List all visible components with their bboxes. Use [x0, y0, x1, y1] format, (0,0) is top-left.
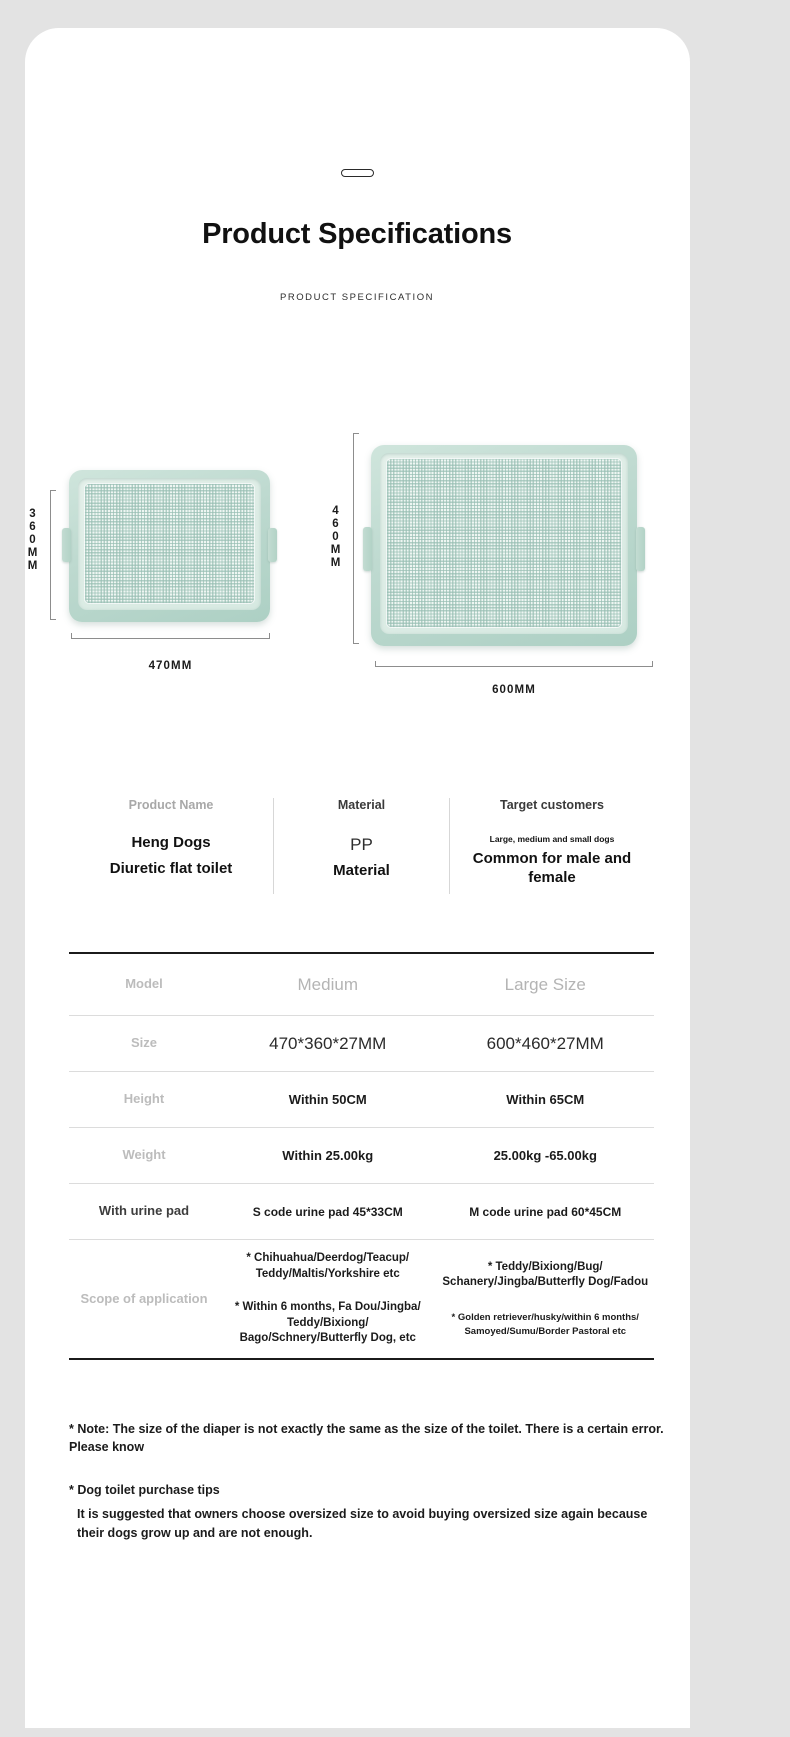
- info-value-brand: Heng Dogs: [131, 834, 211, 851]
- dimension-label-height-medium: 360MM: [26, 508, 39, 573]
- table-row-label-height: Height: [123, 1091, 165, 1107]
- table-row-label-weight: Weight: [122, 1147, 166, 1163]
- info-column-material: [273, 798, 449, 894]
- note-purchase-tips-title: * Dog toilet purchase tips: [69, 1483, 220, 1498]
- table-row: [69, 1128, 654, 1184]
- table-row-scope: [69, 1240, 654, 1358]
- table-row: [69, 1016, 654, 1072]
- info-heading-product-name: Product Name: [128, 798, 214, 812]
- info-note-target-customers: Large, medium and small dogs: [489, 834, 615, 844]
- table-cell-scope-large: [437, 1260, 655, 1339]
- info-value-material: PP: [350, 835, 373, 854]
- table-row-label-scope: Scope of application: [80, 1290, 208, 1306]
- dimension-guide-width-medium: [71, 633, 270, 639]
- table-header-label: Model: [125, 976, 163, 992]
- table-header-medium: Medium: [297, 974, 358, 994]
- scope-large-line-2: * Golden retriever/husky/within 6 months/ Samoyed/Sumu/Border Pastoral etc: [451, 1311, 639, 1337]
- note-diaper-size: * Note: The size of the diaper is not exactly the same as the size of the toilet. There is a certain error. Please know: [69, 1422, 664, 1455]
- info-value-target-customers: Common for male and female: [472, 850, 632, 886]
- info-value-description: Diuretic flat toilet: [109, 859, 233, 877]
- dimension-guide-width-large: [375, 661, 653, 667]
- page-subtitle: PRODUCT SPECIFICATION: [279, 292, 435, 303]
- table-cell-size-large: 600*460*27MM: [486, 1033, 604, 1053]
- page-title: Product Specifications: [202, 218, 512, 250]
- tray-inner-panel: [78, 478, 261, 610]
- table-row-label-urine-pad: With urine pad: [98, 1203, 190, 1219]
- table-cell-urine-pad-medium: S code urine pad 45*33CM: [252, 1204, 403, 1219]
- tray-inner-panel: [380, 453, 628, 634]
- dimension-guide-height-large: [353, 433, 359, 644]
- dimension-label-height-large: 460MM: [329, 505, 342, 570]
- info-heading-target-customers: Target customers: [499, 798, 604, 812]
- table-cell-weight-large: 25.00kg -65.00kg: [493, 1148, 597, 1163]
- tray-handle-left: [62, 528, 71, 562]
- table-cell-urine-pad-large: M code urine pad 60*45CM: [469, 1204, 622, 1219]
- tray-grid-surface: [84, 483, 255, 604]
- tray-grid-surface: [386, 458, 622, 628]
- product-info-row: [69, 798, 654, 894]
- note-purchase-tips-body: It is suggested that owners choose oversized size to avoid buying oversized size again because their dogs grow up and are not enough.: [77, 1507, 648, 1540]
- table-header-row: [69, 954, 654, 1016]
- product-image-medium-tray: [69, 470, 270, 622]
- product-image-large-tray: [371, 445, 637, 646]
- scope-large-line-1: * Teddy/Bixiong/Bug/ Schanery/Jingba/Butterfly Dog/Fadou: [442, 1260, 649, 1289]
- specification-table: [69, 952, 654, 1360]
- table-cell-height-medium: Within 50CM: [288, 1092, 367, 1107]
- info-value-material-suffix: Material: [333, 862, 390, 880]
- dimension-guide-height-medium: [50, 490, 56, 620]
- scope-medium-line-2: * Within 6 months, Fa Dou/Jingba/ Teddy/Bixiong/ Bago/Schnery/Butterfly Dog, etc: [234, 1301, 421, 1345]
- info-column-target-customers: [449, 798, 654, 894]
- dimension-label-width-medium: 470MM: [148, 660, 193, 672]
- info-heading-material: Material: [337, 798, 386, 812]
- table-cell-weight-medium: Within 25.00kg: [282, 1148, 374, 1163]
- tray-handle-right: [268, 528, 277, 562]
- table-row-label-size: Size: [130, 1035, 157, 1051]
- tray-handle-left: [363, 527, 372, 571]
- table-row: [69, 1072, 654, 1128]
- info-column-product-name: [69, 798, 273, 894]
- note-purchase-tips-block: [69, 1481, 669, 1541]
- scope-medium-line-1: * Chihuahua/Deerdog/Teacup/ Teddy/Maltis/Yorkshire etc: [246, 1252, 410, 1280]
- table-cell-scope-medium: [219, 1251, 437, 1347]
- dimension-label-width-large: 600MM: [492, 684, 536, 696]
- tray-handle-right: [636, 527, 645, 571]
- table-header-large: Large Size: [504, 974, 586, 994]
- table-cell-size-medium: 470*360*27MM: [269, 1033, 387, 1053]
- table-cell-height-large: Within 65CM: [506, 1092, 585, 1107]
- footer-notes: [69, 1420, 669, 1542]
- table-row: [69, 1184, 654, 1240]
